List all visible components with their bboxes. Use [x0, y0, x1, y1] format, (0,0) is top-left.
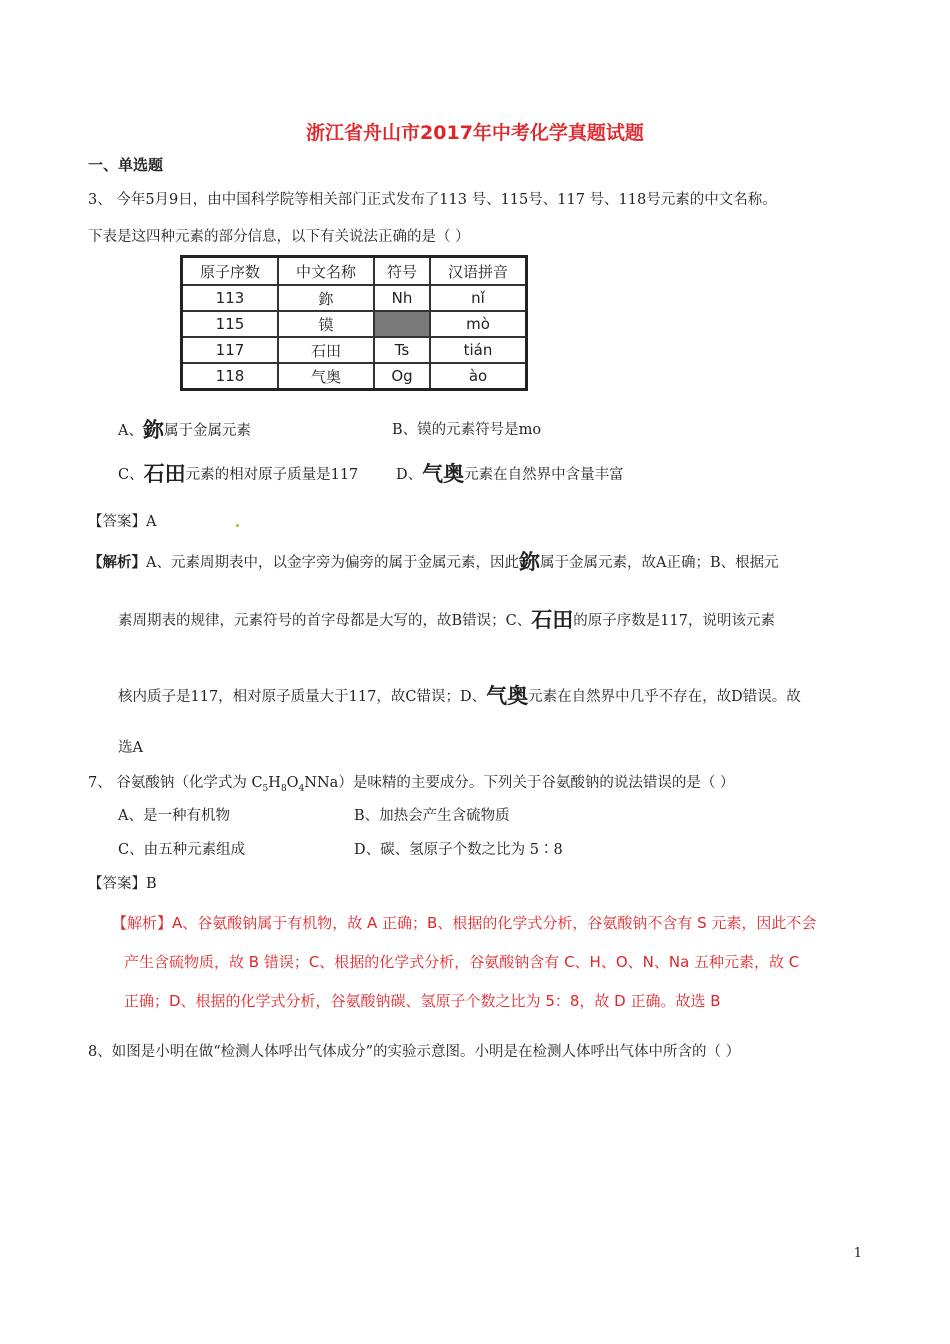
q7-option-d: D、碳、氢原子个数之比为 5∶8	[354, 842, 563, 858]
element-glyph: 气奥	[422, 462, 465, 486]
subscript: 4	[298, 783, 305, 794]
q3-option-a	[118, 420, 251, 441]
table-row	[182, 285, 527, 311]
option-text: 属于金属元素	[163, 423, 251, 439]
explanation-text: 属于金属元素，故A正确；B、根据元	[539, 555, 779, 571]
q3-option-b: B、镆的元素符号是mo	[392, 422, 542, 438]
q7-option-b: B、加热会产生含硫物质	[354, 808, 510, 824]
option-label: C、	[118, 467, 144, 483]
element-glyph: 气奥	[486, 684, 529, 708]
subscript: 5	[262, 783, 269, 794]
table-cell: 气奥	[278, 363, 374, 390]
q7-stem-text: O	[286, 775, 299, 791]
q3-explanation-line1	[88, 552, 779, 573]
explanation-text: A、元素周期表中，以金字旁为偏旁的属于金属元素，因此	[146, 555, 519, 571]
table-cell: 石田	[278, 337, 374, 363]
explanation-text: 的原子序数是117，说明该元素	[573, 613, 775, 629]
table-cell: Ts	[374, 337, 430, 363]
table-header: 原子序数	[182, 257, 279, 286]
option-text: 元素在自然界中含量丰富	[464, 467, 624, 483]
page-title: 浙江省舟山市2017年中考化学真题试题	[306, 122, 644, 144]
table-cell: 118	[182, 363, 279, 390]
table-cell: ào	[430, 363, 527, 390]
subscript: 8	[280, 783, 287, 794]
table-row	[182, 337, 527, 363]
element-glyph: 石田	[143, 462, 186, 486]
q3-explanation-line2	[118, 610, 775, 631]
q7-explanation-line3: 正确；D、根据的化学式分析，谷氨酸钠碳、氢原子个数之比为 5：8，故 D 正确。故选 B	[124, 992, 721, 1010]
q7-stem-text: H	[268, 775, 281, 791]
table-cell: 113	[182, 285, 279, 311]
table-cell: 鉨	[278, 285, 374, 311]
q3-answer: 【答案】A	[88, 514, 157, 530]
element-glyph: 鉨	[142, 418, 164, 442]
q3-option-d	[396, 464, 624, 485]
table-header: 汉语拼音	[430, 257, 527, 286]
table-cell: 镆	[278, 311, 374, 337]
table-cell: mò	[430, 311, 527, 337]
explanation-text: ；C、	[491, 613, 532, 629]
explanation-text: 核内质子是117，相对原子质量大于117，故C错误；D、	[118, 689, 487, 705]
q7-answer: 【答案】B	[88, 876, 157, 892]
table-row	[182, 363, 527, 390]
stray-dot	[236, 524, 239, 527]
q3-option-c	[118, 464, 358, 485]
table-cell: 117	[182, 337, 279, 363]
q3-stem-line2: 下表是这四种元素的部分信息，以下有关说法正确的是（ ）	[88, 229, 470, 245]
q7-stem	[88, 773, 734, 799]
table-cell: tián	[430, 337, 527, 363]
explanation-label: 【解析】	[88, 554, 146, 571]
element-glyph: 石田	[531, 608, 574, 632]
q8-stem: 8、如图是小明在做“检测人体呼出气体成分”的实验示意图。小明是在检测人体呼出气体中所含的（ ）	[88, 1044, 741, 1060]
explanation-text: 素周期表的规律，元素符号的首字母都是大写的，故B错误	[118, 613, 492, 629]
q7-explanation-line1: 【解析】A、谷氨酸钠属于有机物，故 A 正确；B、根据的化学式分析，谷氨酸钠不含有 S 元素，因此不会	[112, 914, 817, 932]
table-header: 符号	[374, 257, 430, 286]
table-header: 中文名称	[278, 257, 374, 286]
explanation-text: 元素在自然界中几乎不存在，故D错误。故	[528, 689, 801, 705]
table-cell: Nh	[374, 285, 430, 311]
redacted-symbol-cell	[374, 311, 430, 337]
element-glyph: 鉨	[518, 550, 540, 574]
table-header-row	[182, 257, 527, 286]
table-cell: nǐ	[430, 285, 527, 311]
element-table	[180, 255, 528, 391]
q7-stem-text: NNa）是味精的主要成分。下列关于谷氨酸钠的说法错误的是（ ）	[304, 775, 735, 791]
table-cell: Og	[374, 363, 430, 390]
q7-stem-text: 7、 谷氨酸钠（化学式为 C	[88, 775, 263, 791]
q3-explanation-line4: 选A	[118, 740, 143, 756]
table-row	[182, 311, 527, 337]
page-number: 1	[853, 1246, 862, 1261]
table-cell: 115	[182, 311, 279, 337]
q7-explanation-line2: 产生含硫物质，故 B 错误；C、根据的化学式分析，谷氨酸钠含有 C、H、O、N、Na 五种元素，故 C	[124, 953, 800, 971]
section-heading: 一、单选题	[88, 156, 164, 174]
q7-option-c: C、由五种元素组成	[118, 842, 246, 858]
option-text: 元素的相对原子质量是117	[185, 467, 359, 483]
q7-option-a: A、是一种有机物	[118, 808, 230, 824]
option-label: D、	[396, 467, 423, 483]
option-label: A、	[118, 423, 143, 439]
q3-explanation-line3	[118, 686, 801, 707]
q3-stem-line1: 3、 今年5月9日，由中国科学院等相关部门正式发布了113 号、115号、117 号、118号元素的中文名称。	[88, 192, 777, 208]
